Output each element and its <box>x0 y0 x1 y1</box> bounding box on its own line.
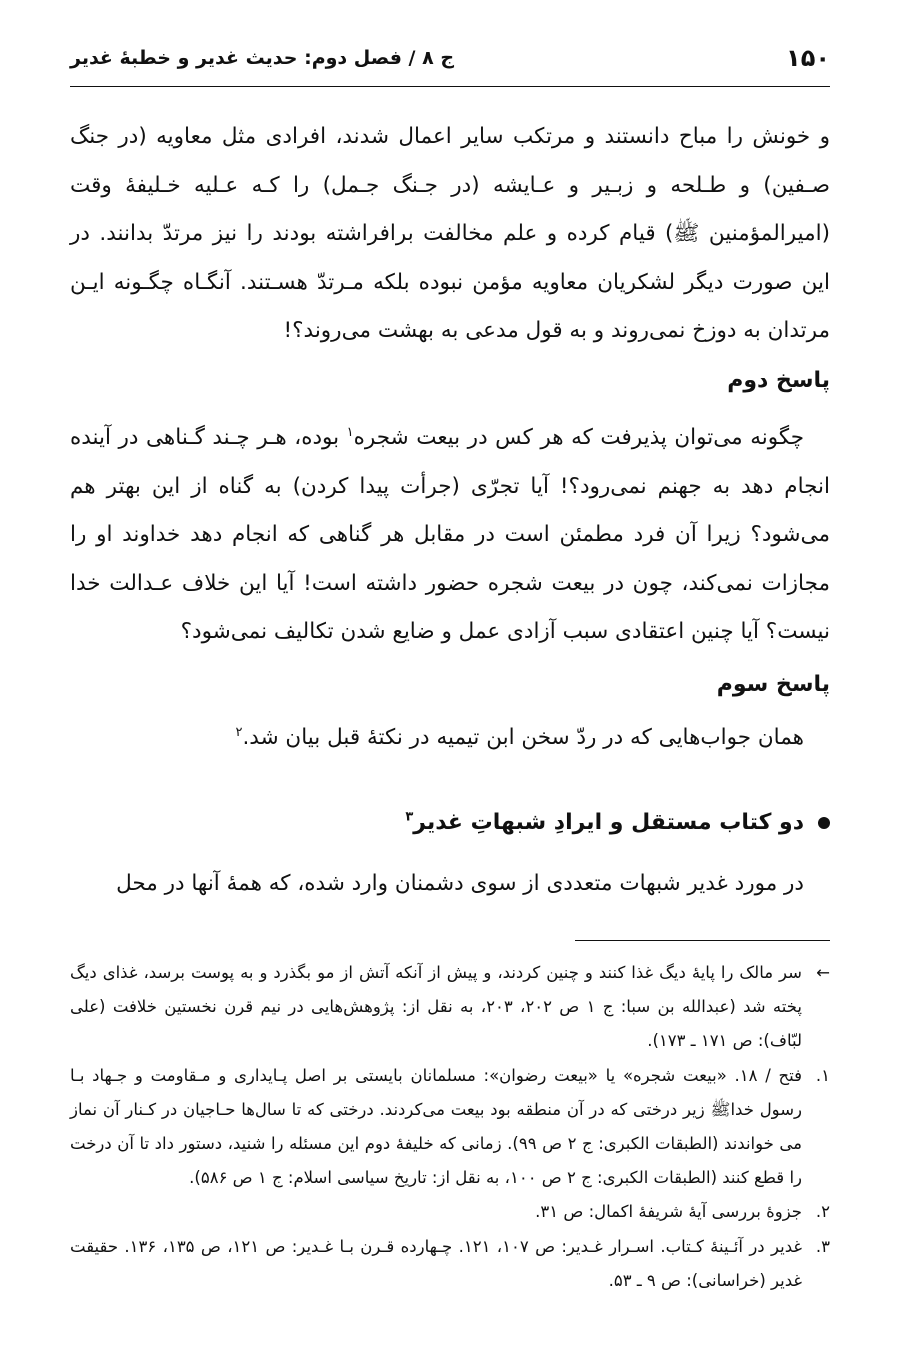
section-heading <box>405 810 830 835</box>
footnote-number: ۱. <box>815 1065 830 1085</box>
paragraph-2 <box>70 414 830 657</box>
continuation-arrow-icon: ← <box>816 963 830 982</box>
footnote-number: ۲. <box>815 1202 830 1222</box>
bullet-icon <box>818 817 830 829</box>
footnote-ref-3[interactable]: ۳ <box>405 809 414 825</box>
footnote-ref-1[interactable]: ۱ <box>346 424 354 440</box>
heading-third-answer: پاسخ سوم <box>716 672 830 697</box>
footnote-1 <box>70 1059 830 1196</box>
footnote-separator <box>575 940 830 941</box>
footnote-text: فتح / ۱۸. «بیعت شجره» یا «بیعت رضوان»: مسلمانان بایستی بر اصل پـایداری و مـقاومت و جـهاد بـا رسول خداﷺ زیر درختی که در آن منطقه بود بیعت می‌کردند. درختی که تا سال‌ها حـاجیان در کـنار آن نماز می خواندند (الطبقات الکبری: ج ۲ ص ۹۹). زمانی که خلیفهٔ دوم این مسئله را شنید، دستور داد تا آن درخت را قطع کنند (الطبقات الکبری: ج ۲ ص ۱۰۰، به نقل از: تاریخ سیاسی اسلام: ج ۱ ص ۵۸۶). <box>70 1065 802 1188</box>
footnotes <box>70 956 830 1298</box>
paragraph-4: در مورد غدیر شبهات متعددی از سوی دشمنان وارد شده، که همهٔ آنها در محل <box>116 871 804 896</box>
running-title: ج ۸ / فصل دوم: حدیث غدیر و خطبهٔ غدیر <box>70 47 455 69</box>
footnote-continued <box>70 956 830 1059</box>
footnote-2 <box>70 1195 830 1229</box>
heading-second-answer: پاسخ دوم <box>727 368 830 393</box>
paragraph-3-text: همان جواب‌هایی که در ردّ سخن ابن تیمیه در نکتهٔ قبل بیان شد. <box>242 725 804 750</box>
paragraph-3 <box>70 714 804 763</box>
footnote-text: غدیر در آئـینهٔ کـتاب. اسـرار غـدیر: ص ۱۰۷، ۱۲۱. چـهارده قـرن بـا غـدیر: ص ۱۲۱، ص ۱۳۵، ۱۳۶. حقیقت غدیر (خراسانی): ص ۹ ـ ۵۳. <box>70 1236 802 1290</box>
section-heading-label: دو کتاب مستقل و ایرادِ شبهاتِ غدیر <box>413 810 804 835</box>
page-header <box>70 38 830 78</box>
paragraph-2-part-b: بوده، هـر چـند گـناهی در آینده انجام دهد به جهنم نمی‌رود؟! آیا تجرّی (جرأت پیدا کردن) به گناه از این بهتر هم می‌شود؟ زیرا آن فرد مطمئن است در مقابل هر گناهی که انجام دهد خداوند او را مجازات نمی‌کند، چون در بیعت شجره حضور داشته است! آیا این خلاف عـدالت خدا نیست؟ آیا چنین اعتقادی سبب آزادی عمل و ضایع شدن تکالیف نمی‌شود؟ <box>70 425 830 644</box>
footnote-number: ۳. <box>815 1236 830 1256</box>
footnote-3 <box>70 1230 830 1298</box>
page-number: ۱۵۰ <box>786 44 830 72</box>
paragraph-2-part-a: چگونه می‌توان پذیرفت که هر کس در بیعت شجره <box>353 425 804 450</box>
footnote-ref-2[interactable]: ۲ <box>235 724 243 740</box>
footnote-text: جزوهٔ بررسی آیهٔ شریفهٔ اکمال: ص ۳۱. <box>535 1202 802 1222</box>
section-heading-text <box>405 810 804 835</box>
footnote-text: سر مالک را پایهٔ دیگ غذا کنند و چنین کردند، و پیش از آنکه آتش از مو بگذرد و به پوست برسد، غذای دیگ پخته شد (عبدالله بن سبا: ج ۱ ص ۲۰۲، ۲۰۳، به نقل از: پژوهش‌هایی در نیم قرن نخستین خلافت (علی لبّاف): ص ۱۷۱ ـ ۱۷۳). <box>70 963 802 1051</box>
paragraph-1: و خونش را مباح دانستند و مرتکب سایر اعمال شدند، افرادی مثل معاویه (در جنگ صـفین) و طـلحه و زبـیر و عـایشه (در جـنگ جـمل) را کـه عـلیه خـلیفهٔ وقت (امیرالمؤمنین ﷺ) قیام کرده و علم مخالفت برافراشته بودند را نیز مرتدّ بدانند. در این صورت دیگر لشکریان معاویه مؤمن نبوده بلکه مـرتدّ هسـتند. آنگـاه چگـونه ایـن مرتدان به دوزخ نمی‌روند و به قول مدعی به بهشت می‌روند؟! <box>70 124 830 343</box>
header-rule <box>70 86 830 87</box>
